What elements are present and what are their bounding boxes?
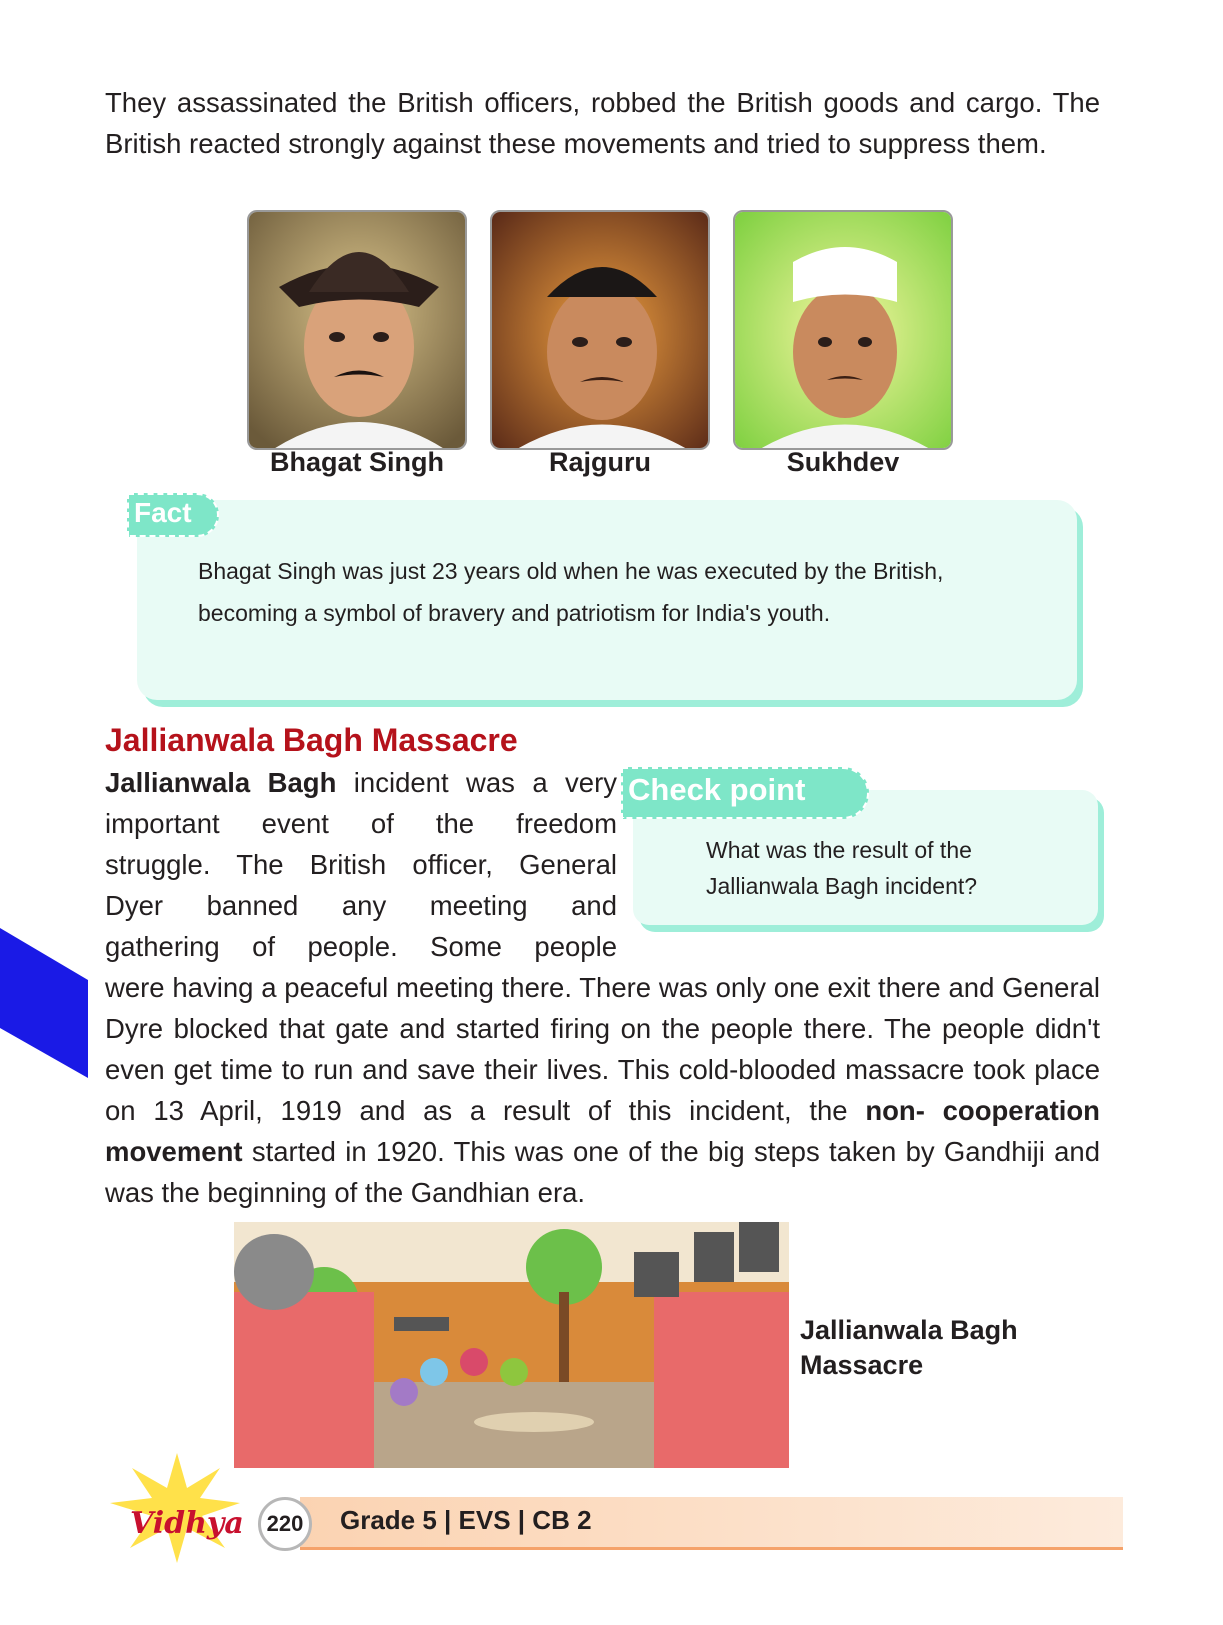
narrow-line-1 <box>105 762 617 803</box>
checkpoint-question: What was the result of the Jallianwala Bagh incident? <box>706 837 978 899</box>
portrait-bhagat-singh <box>247 210 467 450</box>
bold-term: non- cooperation movement <box>105 1095 1100 1167</box>
narrow-line-2: important event of the freedom <box>105 808 617 839</box>
section-narrow-text <box>105 762 617 967</box>
illustration-caption: Jallianwala Bagh Massacre <box>800 1315 1018 1380</box>
logo-text: Vidhya <box>130 1506 244 1541</box>
checkpoint-label: Check point <box>628 772 806 807</box>
caption-rajguru: Rajguru <box>548 447 651 477</box>
fact-label: Fact <box>134 497 192 528</box>
fact-text: Bhagat Singh was just 23 years old when he was executed by the British, becoming a symbol of bravery and patriotism for India's youth. <box>198 558 944 626</box>
narrow-line-5: gathering of people. Some people <box>105 931 617 962</box>
section-full-text <box>105 967 1100 1213</box>
section-heading: Jallianwala Bagh Massacre <box>105 722 518 758</box>
blue-side-flag <box>0 928 90 1078</box>
caption-bhagat-singh: Bhagat Singh <box>270 447 444 477</box>
footer-text: Grade 5 | EVS | CB 2 <box>340 1505 592 1535</box>
portrait-rajguru <box>490 210 710 450</box>
caption-sukhdev: Sukhdev <box>786 447 900 477</box>
page-number: 220 <box>258 1497 312 1551</box>
massacre-illustration <box>234 1222 789 1468</box>
full-text-part2: started in 1920. This was one of the big steps taken by Gandhiji and was the beginning of the Gandhian era. <box>105 1136 1100 1208</box>
full-text-part1: were having a peaceful meeting there. There was only one exit there and General Dyre blocked that gate and started firing on the people there. The people didn't even get time to run and save their lives. This cold-blooded massacre took place on 13 April, 1919 and as a result of this incident, the <box>105 972 1100 1126</box>
intro-paragraph: They assassinated the British officers, robbed the British goods and cargo. The British reacted strongly against these movements and tried to suppress them. <box>105 87 1100 159</box>
bold-lead: Jallianwala Bagh <box>105 767 337 798</box>
vidhya-logo <box>90 1448 265 1568</box>
narrow-line-3: struggle. The British officer, General <box>105 849 617 880</box>
narrow-line-4: Dyer banned any meeting and <box>105 890 617 921</box>
line-1-rest: incident was a very <box>336 767 617 798</box>
portrait-sukhdev <box>733 210 953 450</box>
